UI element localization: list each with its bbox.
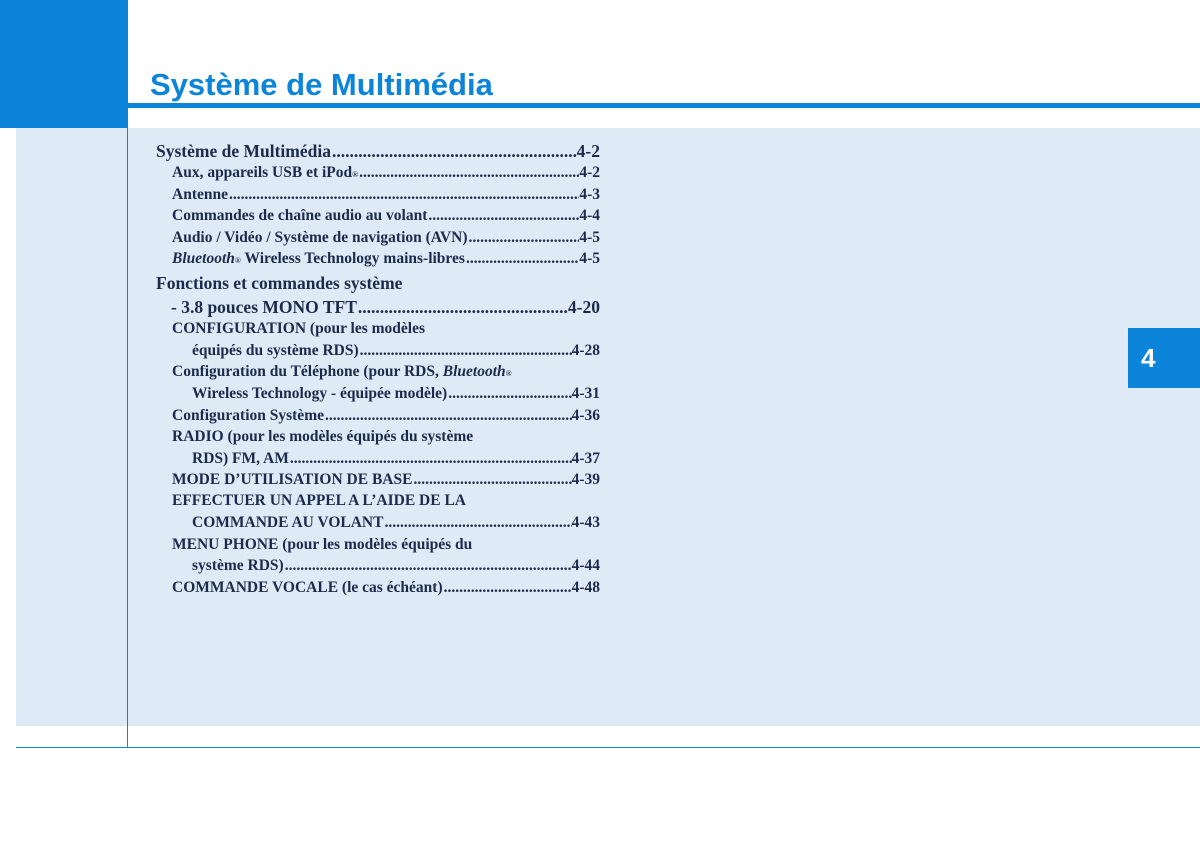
toc-page-number: 4-3	[579, 186, 600, 203]
leader-dots	[285, 557, 572, 575]
toc-entry[interactable]	[172, 579, 600, 597]
toc-page-number: 4-4	[579, 207, 600, 224]
leader-dots	[332, 141, 577, 162]
leader-dots	[358, 297, 568, 318]
toc-entry[interactable]	[172, 536, 600, 554]
toc-entry[interactable]	[192, 514, 600, 532]
toc-entry-text: Wireless Technology - équipée modèle)	[192, 385, 448, 402]
toc-entry-text: MODE D’UTILISATION DE BASE	[172, 471, 413, 488]
toc-entry[interactable]: Bluetooth ® Wireless Technology mains-libres ..... 4-5	[172, 250, 600, 268]
toc-entry-text: équipés du système RDS)	[192, 342, 359, 359]
toc-entry[interactable]	[172, 471, 600, 489]
leader-dots	[359, 164, 579, 182]
toc-entry-text: - 3.8 pouces MONO TFT	[171, 297, 357, 317]
toc-entry[interactable]	[172, 207, 600, 225]
leader-dots	[290, 450, 572, 468]
leader-dots	[469, 229, 580, 247]
toc-page-number: 4-31	[571, 385, 600, 402]
toc-entry[interactable]	[172, 492, 600, 510]
toc-page-number: 4-5	[579, 229, 600, 246]
toc-entry[interactable]	[172, 320, 600, 338]
toc-entry[interactable]	[172, 407, 600, 425]
toc-entry[interactable]	[192, 450, 600, 468]
toc-entry-text: Configuration Système	[172, 407, 324, 424]
toc-entry[interactable]: Configuration du Téléphone (pour RDS, Bluetooth ®	[172, 363, 512, 380]
toc-entry[interactable]	[172, 229, 600, 247]
leader-dots	[448, 385, 571, 403]
toc-page-number: 4-2	[576, 141, 600, 161]
toc-entry-text: Antenne	[172, 186, 228, 203]
toc-entry[interactable]	[171, 297, 600, 318]
toc-page-number: 4-28	[571, 342, 600, 359]
toc-entry-text: EFFECTUER UN APPEL A L’AIDE DE LA	[172, 492, 466, 509]
toc-entry-text: Configuration du Téléphone (pour RDS,	[172, 363, 443, 380]
leader-dots	[413, 471, 571, 489]
toc-entry-text: Aux, appareils USB et iPod	[172, 164, 353, 181]
toc-entry-text: COMMANDE VOCALE (le cas échéant)	[172, 579, 443, 596]
toc-entry-text: CONFIGURATION (pour les modèles	[172, 320, 426, 337]
toc-page-number: 4-2	[579, 164, 600, 181]
toc-page-number: 4-37	[571, 450, 600, 467]
toc-entry-text: Commandes de chaîne audio au volant	[172, 207, 428, 224]
toc-page-number: 4-5	[579, 250, 600, 267]
toc-entry-text: COMMANDE AU VOLANT	[192, 514, 384, 531]
toc-page-number: 4-44	[571, 557, 600, 574]
leader-dots	[466, 250, 579, 268]
toc-entry[interactable]	[156, 273, 600, 294]
toc-page-number: 4-39	[571, 471, 600, 488]
toc-entry[interactable]	[192, 342, 600, 360]
toc-page-number: 4-48	[571, 579, 600, 596]
leader-dots	[444, 579, 572, 597]
chapter-tab[interactable]: 4	[1128, 328, 1200, 388]
leader-dots	[384, 514, 571, 532]
toc-entry-text: Audio / Vidéo / Système de navigation (AVN)	[172, 229, 468, 246]
toc-entry-italic: Bluetooth	[442, 363, 506, 380]
leader-dots	[325, 407, 572, 425]
toc-entry[interactable]	[172, 428, 600, 446]
toc-page-number: 4-43	[571, 514, 600, 531]
toc-entry-text: Système de Multimédia	[156, 141, 331, 161]
toc-page-number: 4-36	[571, 407, 600, 424]
toc-entry-text: Wireless Technology mains-libres	[240, 250, 465, 267]
toc-entry[interactable]	[192, 557, 600, 575]
toc-entry-italic: Bluetooth	[172, 250, 235, 267]
toc-entry-text: système RDS)	[192, 557, 284, 574]
page-title: Système de Multimédia	[150, 67, 493, 102]
leader-dots	[229, 186, 579, 204]
toc-entry[interactable]	[172, 186, 600, 204]
toc-entry[interactable]: Aux, appareils USB et iPod ® ..... 4-2	[172, 164, 600, 182]
leader-dots	[428, 207, 579, 225]
toc-entry-text: RADIO (pour les modèles équipés du système	[172, 428, 474, 445]
toc-entry[interactable]	[192, 385, 600, 403]
toc-entry-text: Fonctions et commandes système	[156, 273, 403, 293]
toc-entry-text: MENU PHONE (pour les modèles équipés du	[172, 536, 473, 553]
toc-entry[interactable]	[156, 141, 600, 162]
toc-page-number: 4-20	[567, 297, 600, 317]
leader-dots	[360, 342, 572, 360]
toc-entry-text: RDS) FM, AM	[192, 450, 289, 467]
